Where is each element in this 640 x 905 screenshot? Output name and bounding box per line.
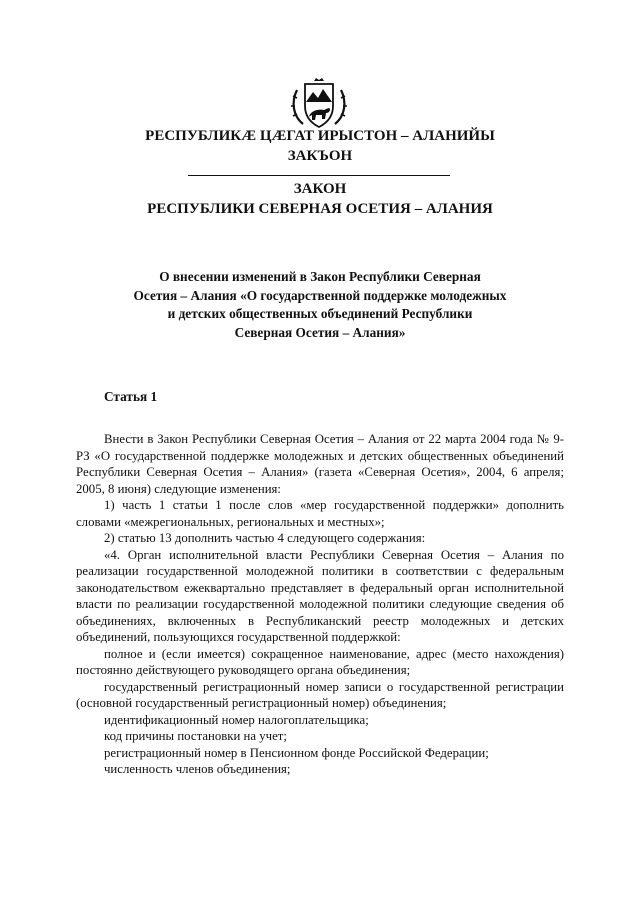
- body-paragraph: численность членов объединения;: [104, 762, 291, 776]
- article-heading: Статья 1: [104, 389, 158, 404]
- law-title-line: Осетия – Алания «О государственной поддержке молодежных: [133, 287, 507, 303]
- header-ossetian-law: ЗАКЪОН: [287, 148, 353, 164]
- body-paragraph: Внести в Закон Республики Северная Осетия – Алания от 22 марта 2004 года № 9-РЗ «О государственной поддержке молодежных и детских общественных объединений Республики Северная Осетия – Алания» (газета «Северная Осетия», 2004, 6 апреля; 2005, 8 июня) следующие изменения:: [76, 432, 564, 496]
- law-title-line: и детских общественных объединений Республики: [167, 306, 473, 321]
- article-body: [76, 431, 564, 778]
- body-paragraph: идентификационный номер налогоплательщика;: [104, 712, 369, 727]
- body-paragraph: код причины постановки на учет;: [104, 729, 287, 743]
- body-paragraph: полное и (если имеется) сокращенное наименование, адрес (место нахождения) постоянно действующего руководящего органа объединения;: [76, 646, 564, 677]
- header-divider: [188, 175, 450, 176]
- body-paragraph: 2) статью 13 дополнить частью 4 следующего содержания:: [104, 531, 426, 545]
- law-title-line: О внесении изменений в Закон Республики Северная: [159, 269, 481, 284]
- law-title-line: Северная Осетия – Алания»: [234, 324, 406, 340]
- body-paragraph: 1) часть 1 статьи 1 после слов «мер государственной поддержки» дополнить словами «межрегиональных, региональных и местных»;: [76, 498, 564, 529]
- header-russian-law: ЗАКОН: [293, 181, 347, 197]
- law-title: [70, 268, 570, 342]
- coat-of-arms-icon: [289, 76, 349, 131]
- body-paragraph: «4. Орган исполнительной власти Республики Северная Осетия – Алания по реализации государственной молодежной политики в соответствии с федеральным законодательством ежеквартально представляет в федеральный орган исполнительной власти по реализации государственной молодежной политики следующие сведения об объединениях, включенных в Республиканский реестр молодежных и детских объединений, пользующихся государственной поддержкой:: [76, 547, 564, 644]
- body-paragraph: государственный регистрационный номер записи о государственной регистрации (основной государственный регистрационный номер) объединения;: [76, 679, 564, 710]
- header-russian-republic: РЕСПУБЛИКИ СЕВЕРНАЯ ОСЕТИЯ – АЛАНИЯ: [147, 201, 493, 217]
- header-ossetian-republic: РЕСПУБЛИКӔ ЦӔГАТ ИРЫСТОН – АЛАНИЙЫ: [145, 128, 495, 144]
- body-paragraph: регистрационный номер в Пенсионном фонде Российской Федерации;: [104, 745, 489, 760]
